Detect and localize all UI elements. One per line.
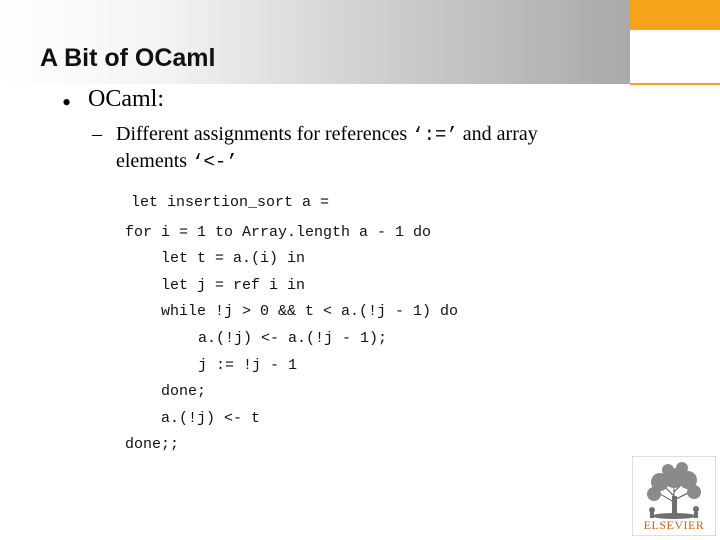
accent-block bbox=[630, 0, 720, 30]
bullet-text: OCaml: bbox=[88, 86, 164, 112]
accent-rule bbox=[630, 83, 720, 85]
reference-assign-operator: ‘:=’ bbox=[412, 124, 458, 146]
code-line: done; bbox=[161, 383, 207, 400]
sub-bullet-text: elements bbox=[116, 150, 193, 172]
code-line: a.(!j) <- a.(!j - 1); bbox=[198, 330, 388, 347]
code-line: let j = ref i in bbox=[161, 277, 306, 294]
bullet-icon: • bbox=[62, 88, 72, 117]
code-line: let insertion_sort a = bbox=[131, 194, 330, 211]
slide-title: A Bit of OCaml bbox=[40, 44, 216, 72]
array-assign-operator: ‘<-’ bbox=[192, 151, 238, 173]
code-line: j := !j - 1 bbox=[198, 357, 298, 374]
elsevier-logo-text: ELSEVIER bbox=[643, 518, 705, 532]
sub-bullet-text: and array bbox=[457, 123, 538, 145]
sub-bullet-text: Different assignments for references bbox=[116, 123, 413, 145]
code-line: while !j > 0 && t < a.(!j - 1) do bbox=[161, 303, 459, 320]
code-line: a.(!j) <- t bbox=[161, 410, 261, 427]
sub-bullet-dash: – bbox=[92, 123, 102, 145]
sub-bullet-line-2 bbox=[116, 150, 238, 173]
sub-bullet-line-1 bbox=[116, 123, 538, 146]
code-line: for i = 1 to Array.length a - 1 do bbox=[125, 224, 432, 241]
code-line: done;; bbox=[125, 436, 180, 453]
code-line: let t = a.(i) in bbox=[161, 250, 306, 267]
